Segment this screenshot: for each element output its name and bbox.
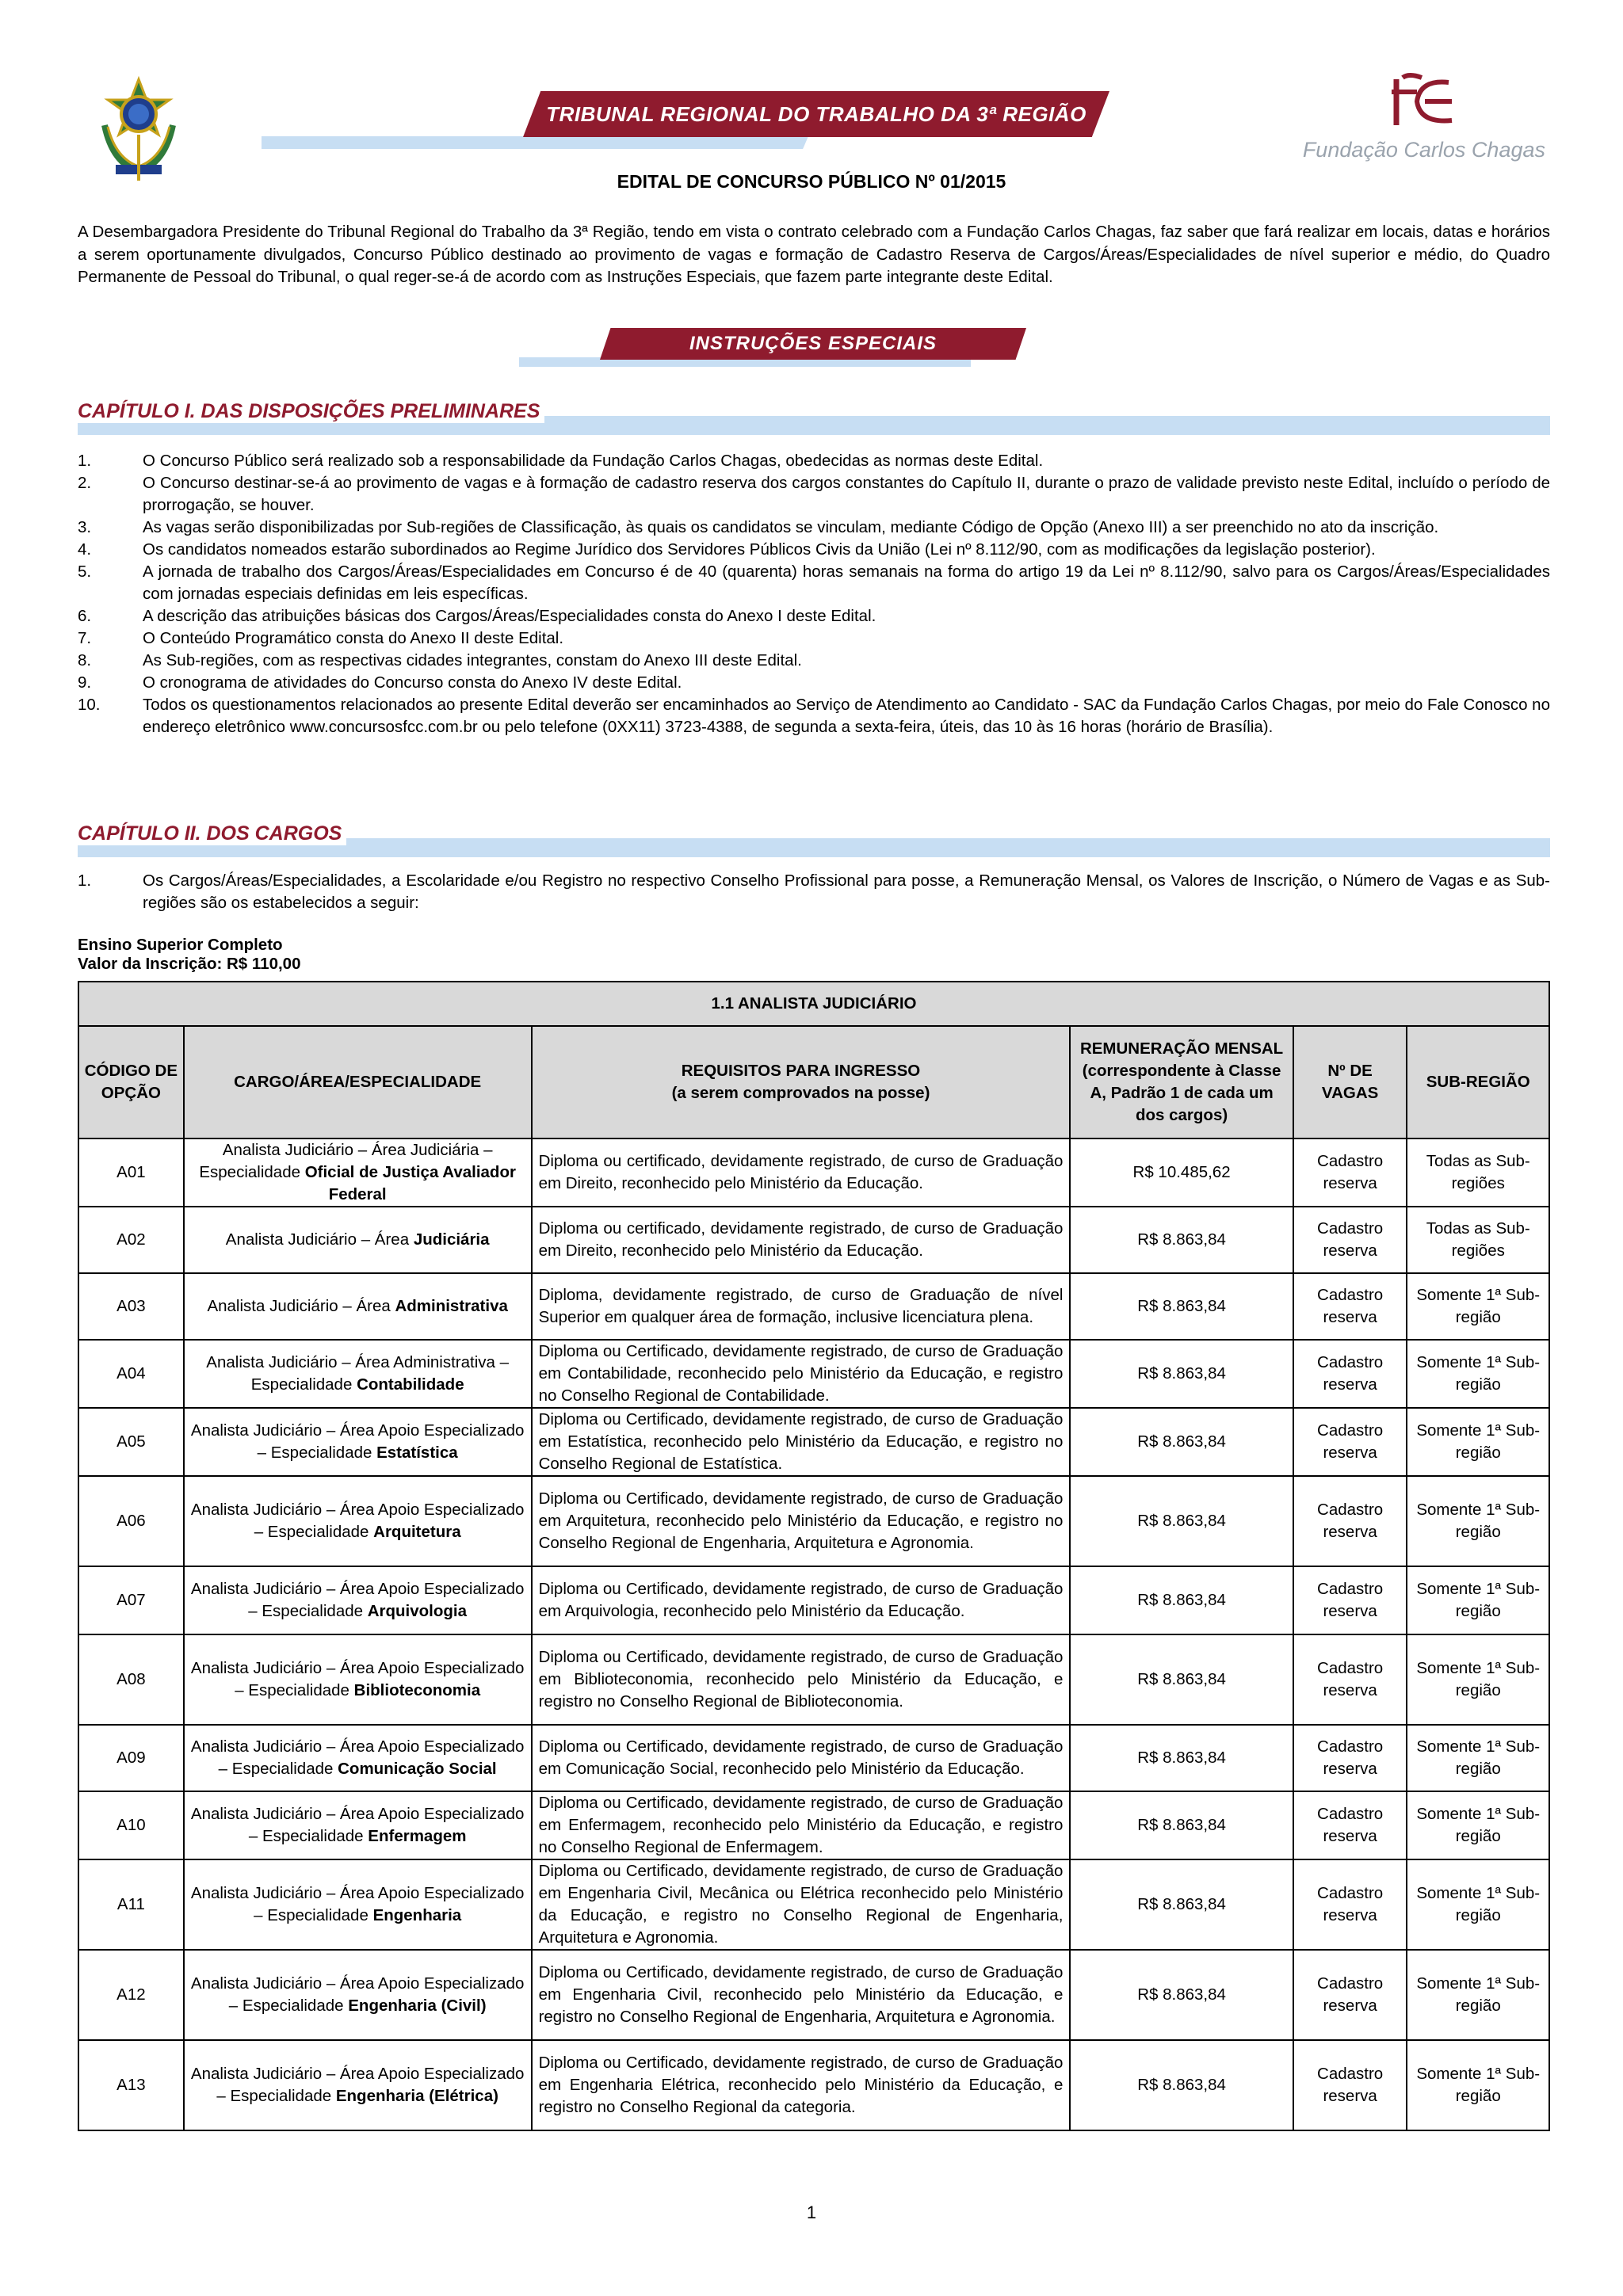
- cell-requisitos: Diploma ou certificado, devidamente registrado, de curso de Graduação em Direito, reconhecido pelo Ministério da Educação.: [532, 1138, 1071, 1207]
- cell-code: A05: [78, 1408, 184, 1476]
- cell-cargo-bold: Comunicação Social: [338, 1760, 497, 1778]
- cell-requisitos: Diploma ou Certificado, devidamente registrado, de curso de Graduação em Engenharia Civil, reconhecido pelo Ministério da Educação, e registro no Conselho Regional de Engenharia, Arquitetura e Agronomia.: [532, 1950, 1071, 2040]
- table-row: [78, 2040, 1549, 2130]
- cell-code: A04: [78, 1340, 184, 1408]
- cell-subregiao: Somente 1ª Sub-região: [1407, 1859, 1549, 1950]
- cell-requisitos: Diploma ou Certificado, devidamente registrado, de curso de Graduação em Biblioteconomia, reconhecido pelo Ministério da Educação, e registro no Conselho Regional de Biblioteconomia.: [532, 1634, 1071, 1725]
- cell-cargo-plain: Analista Judiciário – Área Apoio Especializado – Especialidade: [190, 1421, 525, 1462]
- list-item: 10. Todos os questionamentos relacionados ao presente Edital deverão ser encaminhados ao Serviço de Atendimento ao Candidato - SAC da Fundação Carlos Chagas, por meio do Fale Conosco no endereço eletrônico www.concursosfcc.com.br ou pelo telefone (0XX11) 3723-4388, de segunda a sexta-feira, úteis, das 10 às 16 horas (horário de Brasília).: [78, 696, 1550, 736]
- table-body: [78, 1138, 1549, 2130]
- list-item: 1. O Concurso Público será realizado sob a responsabilidade da Fundação Carlos Chagas, obedecidas as normas deste Edital.: [78, 452, 1044, 470]
- cell-subregiao: Somente 1ª Sub-região: [1407, 1340, 1549, 1408]
- cell-vagas: Cadastro reserva: [1293, 2040, 1407, 2130]
- col-remuneracao: REMUNERAÇÃO MENSAL (correspondente à Classe A, Padrão 1 de cada um dos cargos): [1070, 1026, 1293, 1138]
- cell-vagas: Cadastro reserva: [1293, 1634, 1407, 1725]
- cell-subregiao: Somente 1ª Sub-região: [1407, 1725, 1549, 1791]
- cell-code: A09: [78, 1725, 184, 1791]
- table-row: [78, 1340, 1549, 1408]
- cell-subregiao: Somente 1ª Sub-região: [1407, 1791, 1549, 1859]
- col-codigo: CÓDIGO DE OPÇÃO: [78, 1026, 184, 1138]
- cell-cargo-plain: Analista Judiciário – Área Apoio Especializado – Especialidade: [190, 2065, 525, 2105]
- cell-cargo-bold: Estatística: [376, 1444, 458, 1462]
- list-item: 6. A descrição das atribuições básicas dos Cargos/Áreas/Especialidades consta do Anexo I deste Edital.: [78, 607, 876, 625]
- cell-cargo-bold: Administrativa: [395, 1297, 508, 1315]
- cell-requisitos: Diploma, devidamente registrado, de curso de Graduação de nível Superior em qualquer área de formação, inclusive licenciatura plena.: [532, 1273, 1071, 1340]
- cell-subregiao: Somente 1ª Sub-região: [1407, 1950, 1549, 2040]
- cell-subregiao: Somente 1ª Sub-região: [1407, 2040, 1549, 2130]
- list-item: 2. O Concurso destinar-se-á ao provimento de vagas e à formação de cadastro reserva dos cargos constantes do Capítulo II, durante o prazo de validade previsto neste Edital, incluído o período de prorrogação, se houver.: [78, 474, 1550, 514]
- cell-cargo: [184, 1859, 532, 1950]
- cell-remuneracao: R$ 10.485,62: [1070, 1138, 1293, 1207]
- cell-cargo: [184, 1340, 532, 1408]
- cell-cargo: [184, 1476, 532, 1566]
- cell-requisitos: Diploma ou Certificado, devidamente registrado, de curso de Graduação em Arquivologia, reconhecido pelo Ministério da Educação.: [532, 1566, 1071, 1634]
- col-requisitos-line2: (a serem comprovados na posse): [671, 1084, 930, 1102]
- table-row: [78, 1476, 1549, 1566]
- cell-code: A12: [78, 1950, 184, 2040]
- cell-cargo-bold: Engenharia (Elétrica): [335, 2087, 498, 2105]
- cell-subregiao: Somente 1ª Sub-região: [1407, 1634, 1549, 1725]
- table-row: [78, 1207, 1549, 1273]
- cell-cargo: [184, 1950, 532, 2040]
- cell-vagas: Cadastro reserva: [1293, 1859, 1407, 1950]
- cell-code: A02: [78, 1207, 184, 1273]
- cell-vagas: Cadastro reserva: [1293, 1408, 1407, 1476]
- cell-cargo-plain: Analista Judiciário – Área Apoio Especializado – Especialidade: [190, 1659, 525, 1699]
- cell-cargo: [184, 2040, 532, 2130]
- cell-vagas: Cadastro reserva: [1293, 1207, 1407, 1273]
- cell-cargo: [184, 1138, 532, 1207]
- cell-requisitos: Diploma ou Certificado, devidamente registrado, de curso de Graduação em Contabilidade, reconhecido pelo Ministério da Educação, e registro no Conselho Regional de Contabilidade.: [532, 1340, 1071, 1408]
- table-header-row: [78, 1026, 1549, 1138]
- table-row: [78, 1950, 1549, 2040]
- cell-vagas: Cadastro reserva: [1293, 1138, 1407, 1207]
- col-requisitos-line1: REQUISITOS PARA INGRESSO: [681, 1062, 921, 1080]
- cell-cargo-plain: Analista Judiciário – Área Apoio Especializado – Especialidade: [190, 1580, 525, 1620]
- cell-cargo-plain: Analista Judiciário – Área Apoio Especializado – Especialidade: [190, 1805, 525, 1845]
- col-requisitos: [532, 1026, 1071, 1138]
- cell-remuneracao: R$ 8.863,84: [1070, 1859, 1293, 1950]
- cell-subregiao: Todas as Sub-regiões: [1407, 1138, 1549, 1207]
- cell-cargo-plain: Analista Judiciário – Área Administrativa – Especialidade: [206, 1353, 510, 1394]
- table-row: [78, 1408, 1549, 1476]
- cell-cargo: [184, 1791, 532, 1859]
- cell-code: A10: [78, 1791, 184, 1859]
- cell-requisitos: Diploma ou Certificado, devidamente registrado, de curso de Graduação em Estatística, reconhecido pelo Ministério da Educação, e registro no Conselho Regional de Estatística.: [532, 1408, 1071, 1476]
- cell-code: A03: [78, 1273, 184, 1340]
- cell-vagas: Cadastro reserva: [1293, 1340, 1407, 1408]
- cell-cargo: [184, 1273, 532, 1340]
- cell-remuneracao: R$ 8.863,84: [1070, 1476, 1293, 1566]
- cell-cargo: [184, 1634, 532, 1725]
- cell-cargo-plain: Analista Judiciário – Área Apoio Especializado – Especialidade: [190, 1884, 525, 1924]
- chapter1-title: CAPÍTULO I. DAS DISPOSIÇÕES PRELIMINARES: [78, 400, 544, 423]
- tribunal-banner-title: TRIBUNAL REGIONAL DO TRABALHO DA 3ª REGIÃO: [546, 102, 1086, 126]
- table-row: [78, 1859, 1549, 1950]
- chapter1-list: [78, 450, 1550, 738]
- list-item: 8. As Sub-regiões, com as respectivas cidades integrantes, constam do Anexo III deste Edital.: [78, 651, 802, 669]
- cell-cargo-plain: Analista Judiciário – Área Judiciária – Especialidade: [199, 1141, 493, 1181]
- cell-requisitos: Diploma ou Certificado, devidamente registrado, de curso de Graduação em Engenharia Elétrica, reconhecido pelo Ministério da Educação, e registro no Conselho Regional da categoria.: [532, 2040, 1071, 2130]
- list-item: 7. O Conteúdo Programático consta do Anexo II deste Edital.: [78, 629, 564, 647]
- table-row: [78, 1273, 1549, 1340]
- fcc-logo-icon: [1385, 73, 1457, 130]
- cell-remuneracao: R$ 8.863,84: [1070, 2040, 1293, 2130]
- table-row: [78, 1566, 1549, 1634]
- cell-remuneracao: R$ 8.863,84: [1070, 1408, 1293, 1476]
- cell-remuneracao: R$ 8.863,84: [1070, 1634, 1293, 1725]
- table-row: [78, 1634, 1549, 1725]
- cell-requisitos: Diploma ou certificado, devidamente registrado, de curso de Graduação em Direito, reconhecido pelo Ministério da Educação.: [532, 1207, 1071, 1273]
- cell-remuneracao: R$ 8.863,84: [1070, 1340, 1293, 1408]
- cell-cargo-bold: Enfermagem: [368, 1827, 467, 1845]
- cell-requisitos: Diploma ou Certificado, devidamente registrado, de curso de Graduação em Enfermagem, reconhecido pelo Ministério da Educação, e registro no Conselho Regional de Enfermagem.: [532, 1791, 1071, 1859]
- cargos-table: [78, 981, 1550, 2131]
- cell-vagas: Cadastro reserva: [1293, 1950, 1407, 2040]
- cell-vagas: Cadastro reserva: [1293, 1791, 1407, 1859]
- cell-code: A13: [78, 2040, 184, 2130]
- list-item: 5. A jornada de trabalho dos Cargos/Áreas/Especialidades em Concurso é de 40 (quarenta) horas semanais na forma do artigo 19 da Lei nº 8.112/90, salvo para os Cargos/Áreas/Especialidades com jornadas especiais definidas em leis específicas.: [78, 563, 1550, 603]
- list-item: 9. O cronograma de atividades do Concurso consta do Anexo IV deste Edital.: [78, 673, 682, 692]
- list-item: 3. As vagas serão disponibilizadas por Sub-regiões de Classificação, às quais os candidatos se vinculam, mediante Código de Opção (Anexo III) a ser preenchido no ato da inscrição.: [78, 518, 1439, 536]
- table-title-row: [78, 982, 1549, 1026]
- cell-vagas: Cadastro reserva: [1293, 1725, 1407, 1791]
- cell-code: A08: [78, 1634, 184, 1725]
- cell-remuneracao: R$ 8.863,84: [1070, 1566, 1293, 1634]
- cell-remuneracao: R$ 8.863,84: [1070, 1207, 1293, 1273]
- col-subregiao: SUB-REGIÃO: [1407, 1026, 1549, 1138]
- page-number: 1: [806, 2203, 817, 2222]
- brazil-coat-of-arms-icon: [97, 76, 181, 187]
- cell-subregiao: Somente 1ª Sub-região: [1407, 1408, 1549, 1476]
- cell-cargo-bold: Arquitetura: [373, 1523, 461, 1541]
- table-row: [78, 1791, 1549, 1859]
- cell-cargo-bold: Oficial de Justiça Avaliador Federal: [304, 1163, 516, 1203]
- cell-cargo: [184, 1408, 532, 1476]
- cell-vagas: Cadastro reserva: [1293, 1476, 1407, 1566]
- instrucoes-title: INSTRUÇÕES ESPECIAIS: [689, 333, 938, 354]
- table-title: 1.1 ANALISTA JUDICIÁRIO: [78, 982, 1549, 1026]
- page-title: EDITAL DE CONCURSO PÚBLICO Nº 01/2015: [617, 171, 1006, 192]
- cell-code: A11: [78, 1859, 184, 1950]
- cell-requisitos: Diploma ou Certificado, devidamente registrado, de curso de Graduação em Comunicação Social, reconhecido pelo Ministério da Educação.: [532, 1725, 1071, 1791]
- cell-requisitos: Diploma ou Certificado, devidamente registrado, de curso de Graduação em Arquitetura, reconhecido pelo Ministério da Educação, e registro no Conselho Regional de Engenharia, Arquitetura e Agronomia.: [532, 1476, 1071, 1566]
- cell-subregiao: Somente 1ª Sub-região: [1407, 1476, 1549, 1566]
- cell-vagas: Cadastro reserva: [1293, 1273, 1407, 1340]
- cell-remuneracao: R$ 8.863,84: [1070, 1725, 1293, 1791]
- cell-code: A01: [78, 1138, 184, 1207]
- cell-cargo-plain: Analista Judiciário – Área Apoio Especializado – Especialidade: [190, 1974, 525, 2015]
- header-blue-strip: [262, 136, 808, 149]
- cell-subregiao: Somente 1ª Sub-região: [1407, 1566, 1549, 1634]
- cell-cargo: [184, 1725, 532, 1791]
- cell-remuneracao: R$ 8.863,84: [1070, 1273, 1293, 1340]
- cell-cargo-bold: Engenharia (Civil): [348, 1997, 487, 2015]
- cell-cargo-bold: Judiciária: [413, 1230, 490, 1249]
- cell-cargo-bold: Engenharia: [372, 1906, 462, 1924]
- cell-code: A07: [78, 1566, 184, 1634]
- cell-cargo-plain: Analista Judiciário – Área: [207, 1297, 391, 1315]
- valor-inscricao: Valor da Inscrição: R$ 110,00: [78, 955, 301, 973]
- cell-cargo-plain: Analista Judiciário – Área Apoio Especializado – Especialidade: [190, 1737, 525, 1778]
- list-item: 1. Os Cargos/Áreas/Especialidades, a Escolaridade e/ou Registro no respectivo Conselho Profissional para posse, a Remuneração Mensal, os Valores de Inscrição, o Número de Vagas e as Sub-regiões são os estabelecidos a seguir:: [78, 871, 1550, 912]
- cell-cargo-plain: Analista Judiciário – Área: [225, 1230, 410, 1249]
- cell-requisitos: Diploma ou Certificado, devidamente registrado, de curso de Graduação em Engenharia Civil, Mecânica ou Elétrica reconhecido pelo Ministério da Educação, e registro no Conselho Regional de Engenharia, Arquitetura e Agronomia.: [532, 1859, 1071, 1950]
- cell-cargo-bold: Contabilidade: [357, 1375, 464, 1394]
- fcc-name: Fundação Carlos Chagas: [1302, 138, 1545, 162]
- list-item: 4. Os candidatos nomeados estarão subordinados ao Regime Jurídico dos Servidores Públicos Civis da União (Lei nº 8.112/90, com as modificações da legislação posterior).: [78, 540, 1376, 559]
- chapter2-title: CAPÍTULO II. DOS CARGOS: [78, 822, 346, 845]
- cell-vagas: Cadastro reserva: [1293, 1566, 1407, 1634]
- col-cargo: CARGO/ÁREA/ESPECIALIDADE: [184, 1026, 532, 1138]
- cell-cargo-bold: Biblioteconomia: [353, 1681, 481, 1699]
- ensino-label: Ensino Superior Completo: [78, 936, 283, 954]
- cell-remuneracao: R$ 8.863,84: [1070, 1791, 1293, 1859]
- cell-subregiao: Todas as Sub-regiões: [1407, 1207, 1549, 1273]
- cell-cargo: [184, 1566, 532, 1634]
- intro-paragraph: A Desembargadora Presidente do Tribunal Regional do Trabalho da 3ª Região, tendo em vista o contrato celebrado com a Fundação Carlos Chagas, faz saber que fará realizar em locais, datas e horários a serem oportunamente divulgados, Concurso Público destinado ao provimento de vagas e formação de Cadastro Reserva de Cargos/Áreas/Especialidades de nível superior e médio, do Quadro Permanente de Pessoal do Tribunal, o qual reger-se-á de acordo com as Instruções Especiais, que fazem parte integrante deste Edital.: [78, 223, 1550, 286]
- cell-cargo-plain: Analista Judiciário – Área Apoio Especializado – Especialidade: [190, 1501, 525, 1541]
- cell-remuneracao: R$ 8.863,84: [1070, 1950, 1293, 2040]
- cell-cargo-bold: Arquivologia: [367, 1602, 468, 1620]
- cell-cargo: [184, 1207, 532, 1273]
- chapter2-list: [78, 870, 1550, 914]
- col-vagas: Nº DE VAGAS: [1293, 1026, 1407, 1138]
- cell-subregiao: Somente 1ª Sub-região: [1407, 1273, 1549, 1340]
- table-row: [78, 1138, 1549, 1207]
- table-row: [78, 1725, 1549, 1791]
- cell-code: A06: [78, 1476, 184, 1566]
